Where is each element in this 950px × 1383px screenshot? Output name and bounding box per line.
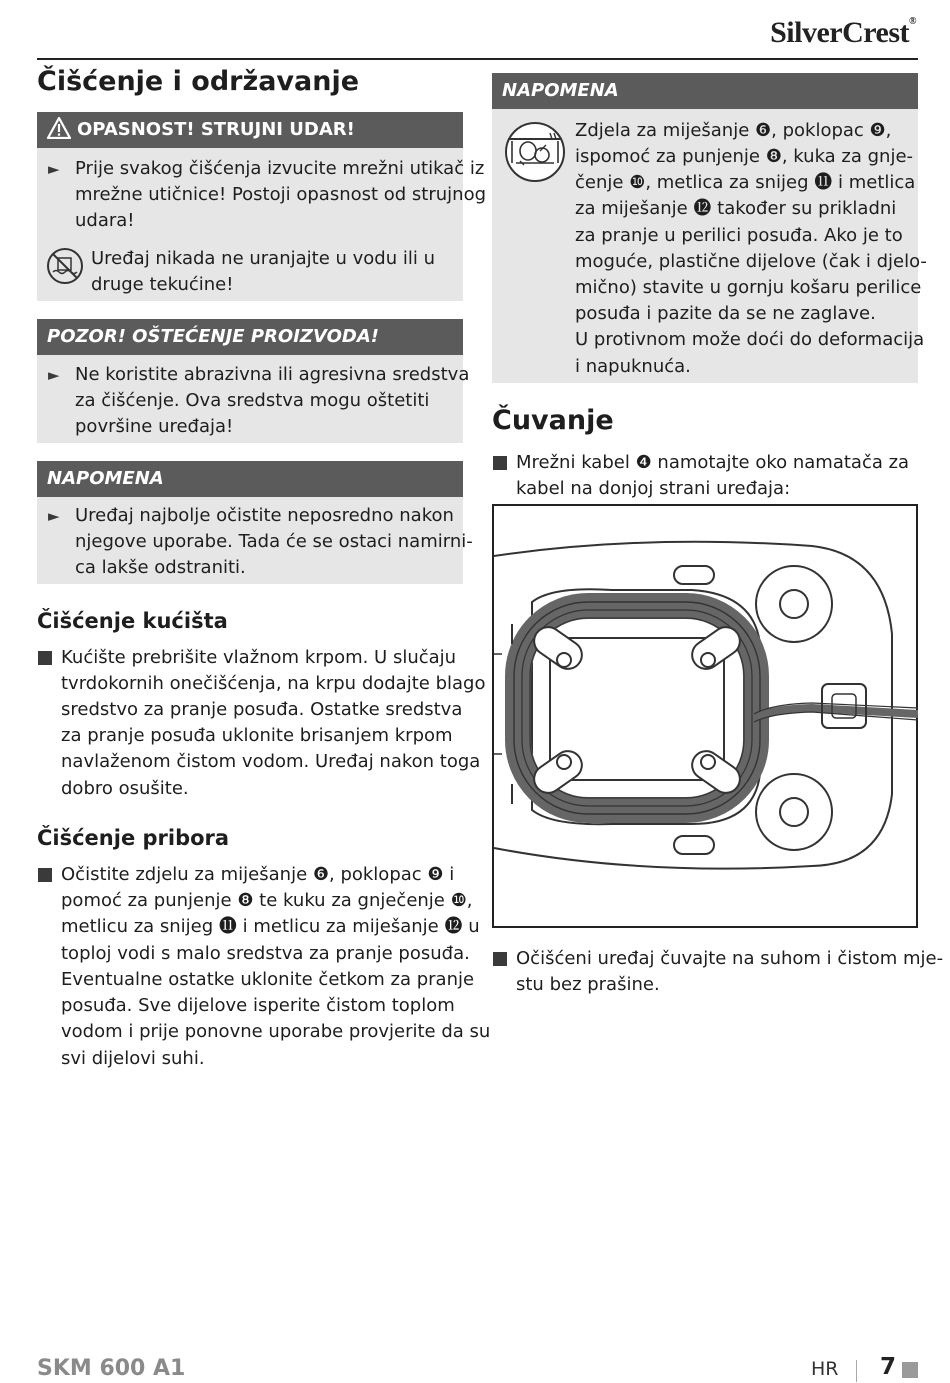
housing-text-line: za pranje posuđa uklonite brisanjem krpom: [61, 725, 453, 746]
housing-text-line: sredstvo za pranje posuđa. Ostatke sredstva: [61, 699, 463, 720]
caution-text-line: za čišćenje. Ova sredstva mogu oštetiti: [75, 390, 430, 411]
right-note-line: ispomoć za punjenje ❽, kuka za gnje-: [575, 146, 914, 167]
accessories-text-line: Očistite zdjelu za miješanje ❻, poklopac ❾ i: [61, 864, 455, 885]
accessories-text-line: metlicu za snijeg ⓫ i metlicu za miješanje ⓬ u: [61, 916, 480, 937]
accessories-text-line: svi dijelovi suhi.: [61, 1048, 205, 1069]
section-heading-housing: Čišćenje kućišta: [37, 609, 228, 633]
right-note-line: U protivnom može doći do deformacija: [575, 329, 925, 350]
note-text-line: ca lakše odstraniti.: [75, 557, 246, 578]
language-code: HR: [811, 1358, 839, 1380]
right-note-line: mično) stavite u gornju košaru perilice: [575, 277, 922, 298]
right-note-line: moguće, plastične dijelove (čak i djelo-: [575, 251, 927, 272]
housing-text-line: tvrdokornih onečišćenja, na krpu dodajte blago: [61, 673, 486, 694]
note-heading: NAPOMENA: [492, 73, 918, 109]
bullet-arrow-icon: ►: [48, 366, 60, 384]
housing-text-line: navlaženom čistom vodom. Uređaj nakon toga: [61, 751, 481, 772]
right-note-line: posuđa i pazite da se ne zaglave.: [575, 303, 876, 324]
right-note-line: za miješanje ⓬ također su prikladni: [575, 198, 897, 219]
accessories-text-line: vodom i prije ponovne uporabe provjerite da su: [61, 1021, 491, 1042]
right-note-line: čenje ❿, metlica za snijeg ⓫ i metlica: [575, 172, 916, 193]
right-note-line: za pranje u perilici posuđa. Ako je to: [575, 225, 903, 246]
danger-note-line: Uređaj nikada ne uranjajte u vodu ili u: [91, 248, 435, 269]
caution-heading: POZOR! OŠTEĆENJE PROIZVODA!: [37, 319, 463, 355]
bullet-square-icon: [38, 868, 52, 882]
accessories-text-line: posuđa. Sve dijelove isperite čistom toplom: [61, 995, 455, 1016]
accessories-text-line: Eventualne ostatke uklonite četkom za pranje: [61, 969, 475, 990]
header-rule: [37, 58, 918, 60]
storage-text-line: Mrežni kabel ❹ namotajte oko namatača za: [516, 452, 910, 473]
bullet-square-icon: [38, 651, 52, 665]
cable-winding-illustration: [492, 504, 918, 928]
note-text-line: Uređaj najbolje očistite neposredno nakon: [75, 505, 454, 526]
danger-text-line: udara!: [75, 210, 135, 231]
storage-text-line: Očišćeni uređaj čuvajte na suhom i čistom mje-: [516, 948, 944, 969]
page-marker-square: [902, 1362, 918, 1378]
dishwasher-icon: [504, 121, 566, 183]
accessories-text-line: toploj vodi s malo sredstva za pranje posuđa.: [61, 943, 470, 964]
storage-text-line: kabel na donjoj strani uređaja:: [516, 478, 791, 499]
danger-note-line: druge tekućine!: [91, 274, 234, 295]
page-number: 7: [880, 1354, 897, 1380]
bullet-square-icon: [493, 952, 507, 966]
bullet-arrow-icon: ►: [48, 507, 60, 525]
accessories-text-line: pomoć za punjenje ❽ te kuku za gnječenje ❿,: [61, 890, 473, 911]
right-note-line: i napuknuća.: [575, 356, 691, 377]
housing-text-line: dobro osušite.: [61, 778, 189, 799]
brand-logo: SilverCrest®: [770, 16, 916, 49]
warning-triangle-icon: [47, 117, 71, 139]
danger-text-line: mrežne utičnice! Postoji opasnost od strujnog: [75, 184, 487, 205]
danger-heading: OPASNOST! STRUJNI UDAR!: [37, 112, 463, 148]
footer-separator: [856, 1360, 857, 1382]
page-title: Čišćenje i održavanje: [37, 66, 360, 97]
housing-text-line: Kućište prebrišite vlažnom krpom. U slučaju: [61, 647, 457, 668]
caution-text-line: Ne koristite abrazivna ili agresivna sredstva: [75, 364, 470, 385]
storage-text-line: stu bez prašine.: [516, 974, 660, 995]
section-heading-accessories: Čišćenje pribora: [37, 826, 230, 850]
model-number: SKM 600 A1: [37, 1356, 186, 1381]
bullet-square-icon: [493, 456, 507, 470]
note-text-line: njegove uporabe. Tada će se ostaci namirni-: [75, 531, 473, 552]
note-heading: NAPOMENA: [37, 461, 463, 497]
no-immerse-icon: [45, 246, 85, 286]
right-note-line: Zdjela za miješanje ❻, poklopac ❾,: [575, 120, 892, 141]
bullet-arrow-icon: ►: [48, 160, 60, 178]
danger-text-line: Prije svakog čišćenja izvucite mrežni utikač iz: [75, 158, 485, 179]
section-heading-storage: Čuvanje: [492, 405, 614, 436]
caution-text-line: površine uređaja!: [75, 416, 234, 437]
